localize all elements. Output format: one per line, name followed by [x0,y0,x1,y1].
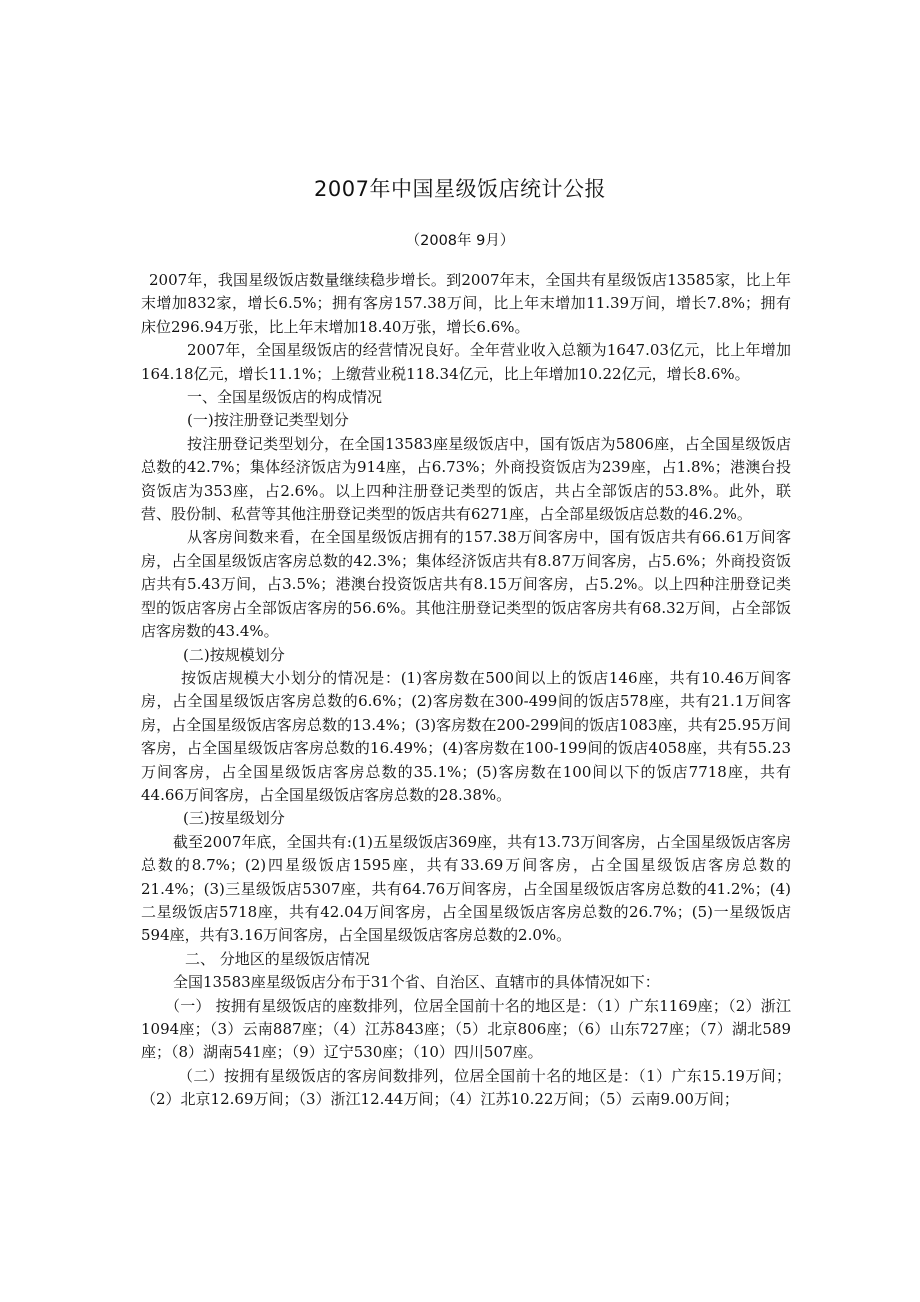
paragraph-star-rating: 截至2007年底，全国共有:(1)五星级饭店369座，共有13.73万间客房，占全国星级饭店客房总数的8.7%；(2)四星级饭店1595座，共有33.69万间客房，占全国星级饭店客房总数的21.4%；(3)三星级饭店5307座，共有64.76万间客房，占全国星级饭店客房总数的41.2%；(4)二星级饭店5718座，共有42.04万间客房，占全国星级饭店客房总数的26.7%；(5)一星级饭店594座，共有3.16万间客房，占全国星级饭店客房总数的2.0%。 [141,832,791,945]
paragraph-registration-counts: 按注册登记类型划分，在全国13583座星级饭店中，国有饭店为5806座，占全国星级饭店总数的42.7%；集体经济饭店为914座，占6.73%；外商投资饭店为239座，占1.8%；港澳台投资饭店为353座，占2.6%。以上四种注册登记类型的饭店，共占全部饭店的53.8%。此外，联营、股份制、私营等其他注册登记类型的饭店共有6271座，占全部星级饭店总数的46.2%。 [141,434,791,524]
document-body [141,269,791,1112]
paragraph-regions-room-count: （二）按拥有星级饭店的客房间数排列，位居全国前十名的地区是：（1）广东15.19万间；（2）北京12.69万间；（3）浙江12.44万间；（4）江苏10.22万间；（5）云南9.00万间； [141,1066,791,1109]
paragraph-overview: 2007年，我国星级饭店数量继续稳步增长。到2007年末，全国共有星级饭店13585家，比上年末增加832家，增长6.5%；拥有客房157.38万间，比上年末增加11.39万间，增长7.8%；拥有床位296.94万张，比上年末增加18.40万张，增长6.6%。 [141,271,791,336]
section-heading-composition: 一、全国星级饭店的构成情况 [187,388,383,407]
paragraph-registration-rooms: 从客房间数来看，在全国星级饭店拥有的157.38万间客房中，国有饭店共有66.61万间客房，占全国星级饭店客房总数的42.3%；集体经济饭店共有8.87万间客房，占5.6%；外商投资饭店共有5.43万间，占3.5%；港澳台投资饭店共有8.15万间客房，占5.2%。以上四种注册登记类型的饭店客房占全部饭店客房的56.6%。其他注册登记类型的饭店客房共有68.32万间，占全部饭店客房数的43.4%。 [141,528,791,641]
publication-date: （2008年 9月） [405,233,515,249]
subsection-heading-star-rating: (三)按星级划分 [183,809,285,828]
paragraph-operations: 2007年，全国星级饭店的经营情况良好。全年营业收入总额为1647.03亿元，比上年增加164.18亿元，增长11.1%；上缴营业税118.34亿元，比上年增加10.22亿元，增长8.6%。 [141,341,791,383]
paragraph-regions-intro: 全国13583座星级饭店分布于31个省、自治区、直辖市的具体情况如下： [173,973,660,992]
subsection-heading-registration: (一)按注册登记类型划分 [187,411,349,430]
section-heading-regions: 二、 分地区的星级饭店情况 [185,949,370,968]
subsection-heading-scale: (二)按规模划分 [183,645,285,664]
paragraph-scale: 按饭店规模大小划分的情况是：(1)客房数在500间以上的饭店146座，共有10.46万间客房，占全国星级饭店客房总数的6.6%；(2)客房数在300-499间的饭店578座，共有21.1万间客房，占全国星级饭店客房总数的13.4%；(3)客房数在200-299间的饭店1083座，共有25.95万间客房，占全国星级饭店客房总数的16.49%；(4)客房数在100-199间的饭店4058座，共有55.23万间客房，占全国星级饭店客房总数的35.1%；(5)客房数在100间以下的饭店7718座，共有44.66万间客房，占全国星级饭店客房总数的28.38%。 [141,668,791,804]
page-title: 2007年中国星级饭店统计公报 [314,177,606,201]
paragraph-regions-hotel-count: （一） 按拥有星级饭店的座数排列，位居全国前十名的地区是：（1）广东1169座；（2）浙江1094座；（3）云南887座；（4）江苏843座；（5）北京806座；（6）山东727座；（7）湖北589座；（8）湖南541座；（9）辽宁530座；（10）四川507座。 [141,996,791,1062]
